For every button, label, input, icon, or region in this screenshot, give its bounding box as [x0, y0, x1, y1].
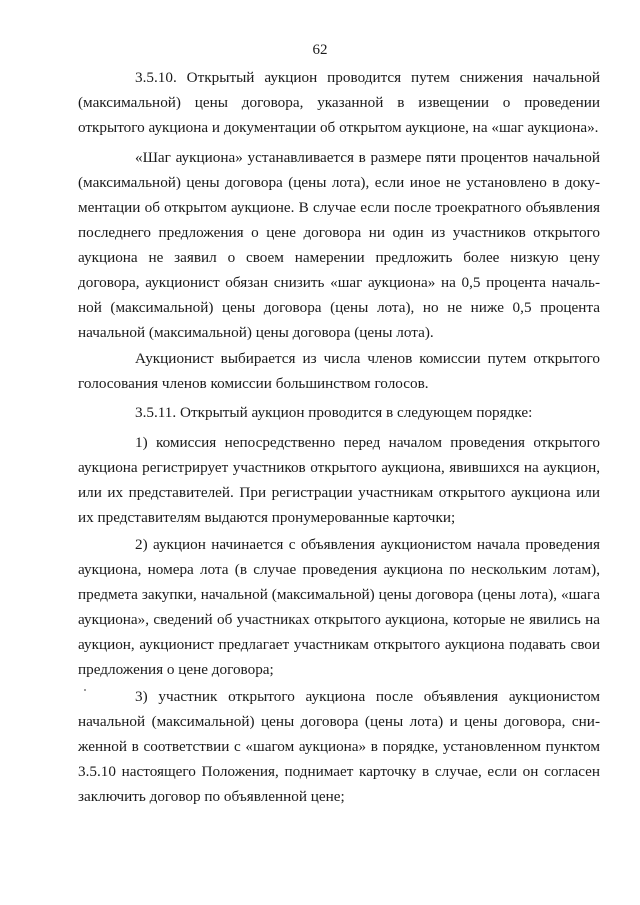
list-item-1: 1) комиссия непосредственно перед началом проведения открытого аукциона регистрирует участников открытого аукциона, явившихся на аукцион, или их представителей. При регистрации участникам открытого аукциона или их представителям выдаются пронумерованные карточки; [78, 434, 600, 526]
paragraph-3-5-10: 3.5.10. Открытый аукцион проводится путем снижения начальной (максимальной) цены договора, указанной в извещении о проведении открытого аукциона и документации об открытом аукционе, на «шаг аукциона». [78, 69, 600, 136]
paragraph-auction-step: «Шаг аукциона» устанавливается в размере пяти процентов начальной (максимальной) цены договора (цены лота), если иное не установлено в документации об открытом аукционе. В случае если после троекратного объявления последнего предложения о цене договора ни один из участников открытого аукциона не заявил о своем намерении предложить более низкую цену договора, аукционист обязан снизить «шаг аукциона» на 0,5 процента начальной (максимальной) цены договора (цены лота), но не ниже 0,5 процента начальной (максимальной) цены договора (цены лота). [78, 149, 600, 341]
paragraph-3-5-11: 3.5.11. Открытый аукцион проводится в следующем порядке: [135, 404, 533, 421]
scan-dot [84, 689, 86, 691]
page-number: 62 [312, 42, 328, 58]
list-item-2: 2) аукцион начинается с объявления аукционистом начала проведения аукциона, номера лота (в случае проведения аукциона по нескольким лотам), предмета закупки, начальной (максимальной) цены договора (цены лота), «шага аукциона», сведений об участниках открытого аукциона, которые не явились на аукцион, аукционист предлагает участникам открытого аукциона подавать свои предложения о цене договора; [78, 536, 600, 678]
paragraph-auctioneer: Аукционист выбирается из числа членов комиссии путем открытого голосования членов комиссии большинством голосов. [78, 350, 600, 392]
list-item-3: 3) участник открытого аукциона после объявления аукционистом начальной (максимальной) цены договора (цены лота) и цены договора, сниженной в соответствии с «шагом аукциона» в порядке, установленном пунктом 3.5.10 настоящего Положения, поднимает карточку в случае, если он согласен заключить договор по объявленной цене; [78, 688, 600, 805]
